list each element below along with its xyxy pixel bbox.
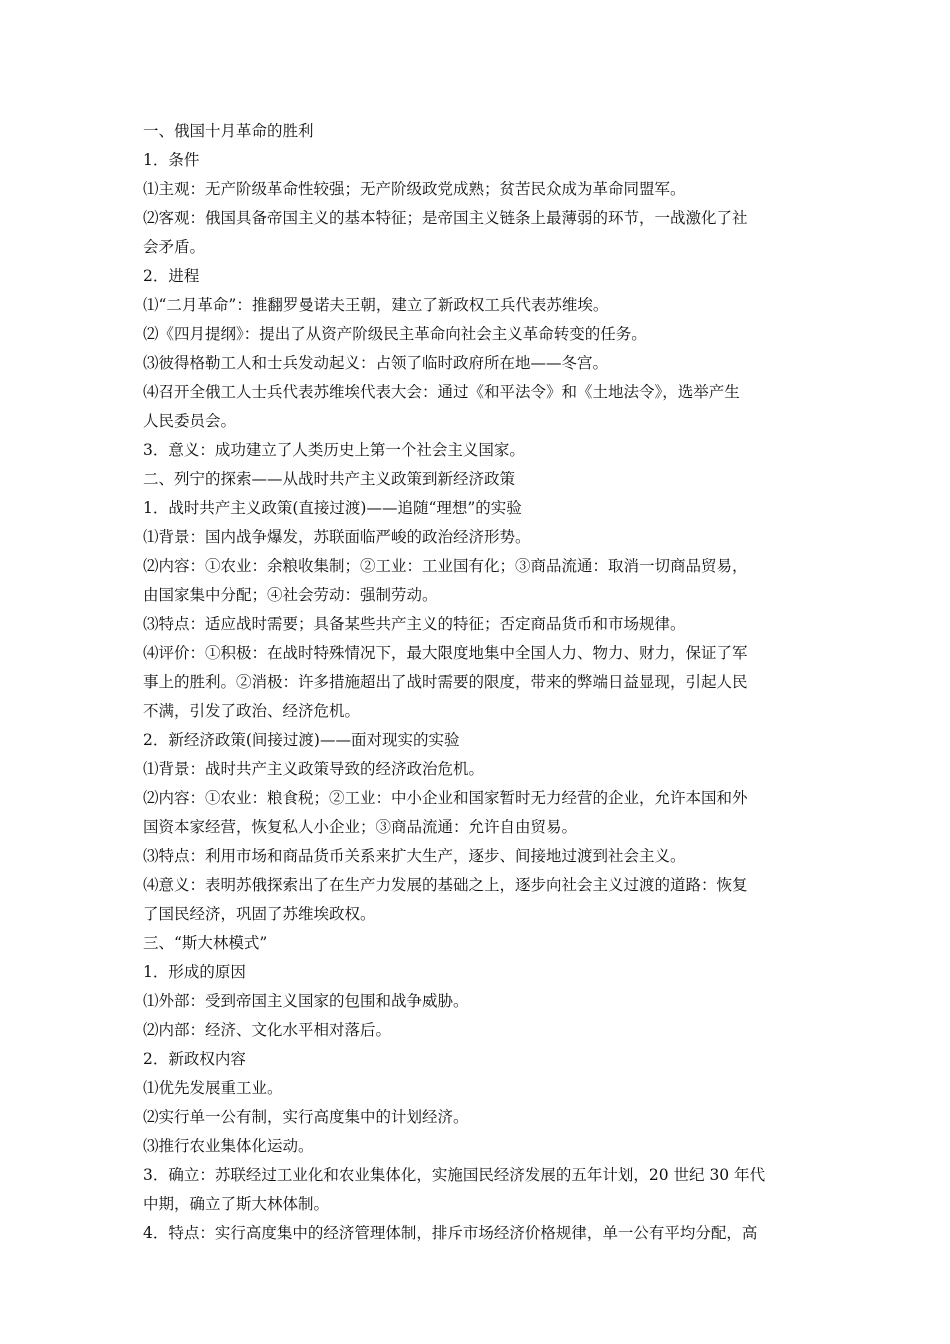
text-line: ⑷召开全俄工人士兵代表苏维埃代表大会：通过《和平法令》和《土地法令》，选举产生 <box>143 383 740 401</box>
document-body <box>143 117 811 1248</box>
text-line: ⑵客观：俄国具备帝国主义的基本特征；是帝国主义链条上最薄弱的环节，一战激化了社 <box>143 209 748 227</box>
text-line: ⑵内容：①农业：粮食税；②工业：中小企业和国家暂时无力经营的企业，允许本国和外 <box>143 789 748 807</box>
section-heading-2: 二、列宁的探索——从战时共产主义政策到新经济政策 <box>143 470 516 488</box>
subheading-nep: 2．新经济政策(间接过渡)——面对现实的实验 <box>143 731 460 749</box>
text-line: ⑷意义：表明苏俄探索出了在生产力发展的基础之上，逐步向社会主义过渡的道路：恢复 <box>143 876 748 894</box>
subheading-features: 4．特点：实行高度集中的经济管理体制，排斥市场经济价格规律，单一公有平均分配，高 <box>143 1224 758 1242</box>
text-line: ⑴优先发展重工业。 <box>143 1079 283 1097</box>
subheading-conditions: 1．条件 <box>143 151 200 169</box>
subheading-process: 2．进程 <box>143 267 200 285</box>
text-line: ⑵内容：①农业：余粮收集制；②工业：工业国有化；③商品流通：取消一切商品贸易， <box>143 557 748 575</box>
subheading-content: 2．新政权内容 <box>143 1050 246 1068</box>
text-line: 人民委员会。 <box>143 412 237 430</box>
text-line: 国资本家经营，恢复私人小企业；③商品流通：允许自由贸易。 <box>143 818 578 836</box>
section-heading-1: 一、俄国十月革命的胜利 <box>143 122 314 140</box>
text-line: 事上的胜利。②消极：许多措施超出了战时需要的限度，带来的弊端日益显现，引起人民 <box>143 673 748 691</box>
text-line: ⑴背景：战时共产主义政策导致的经济政治危机。 <box>143 760 485 778</box>
text-line: ⑶推行农业集体化运动。 <box>143 1137 314 1155</box>
subheading-causes: 1．形成的原因 <box>143 963 246 981</box>
text-line: ⑴外部：受到帝国主义国家的包围和战争威胁。 <box>143 992 469 1010</box>
text-line: 会矛盾。 <box>143 238 206 256</box>
text-line: ⑶彼得格勒工人和士兵发动起义：占领了临时政府所在地——冬宫。 <box>143 354 609 372</box>
text-line: 不满，引发了政治、经济危机。 <box>143 702 361 720</box>
text-line: ⑴主观：无产阶级革命性较强；无产阶级政党成熟；贫苦民众成为革命同盟军。 <box>143 180 686 198</box>
text-line: ⑴背景：国内战争爆发，苏联面临严峻的政治经济形势。 <box>143 528 531 546</box>
subheading-war-communism: 1．战时共产主义政策(直接过渡)——追随“理想”的实验 <box>143 499 522 517</box>
text-line: ⑶特点：适应战时需要；具备某些共产主义的特征；否定商品货币和市场规律。 <box>143 615 686 633</box>
text-line: ⑶特点：利用市场和商品货币关系来扩大生产，逐步、间接地过渡到社会主义。 <box>143 847 686 865</box>
text-line: ⑴“二月革命”：推翻罗曼诺夫王朝，建立了新政权工兵代表苏维埃。 <box>143 296 609 314</box>
subheading-establishment: 3．确立：苏联经过工业化和农业集体化，实施国民经济发展的五年计划，20 世纪 30 年代 <box>143 1166 766 1184</box>
text-line: ⑵《四月提纲》：提出了从资产阶级民主革命向社会主义革命转变的任务。 <box>143 325 647 343</box>
text-line: 由国家集中分配；④社会劳动：强制劳动。 <box>143 586 438 604</box>
text-line: ⑵实行单一公有制，实行高度集中的计划经济。 <box>143 1108 469 1126</box>
text-line: ⑷评价：①积极：在战时特殊情况下，最大限度地集中全国人力、物力、财力，保证了军 <box>143 644 748 662</box>
text-line: 中期，确立了斯大林体制。 <box>143 1195 330 1213</box>
section-heading-3: 三、“斯大林模式” <box>143 934 268 952</box>
text-line: ⑵内部：经济、文化水平相对落后。 <box>143 1021 392 1039</box>
text-line: 了国民经济，巩固了苏维埃政权。 <box>143 905 376 923</box>
subheading-significance: 3．意义：成功建立了人类历史上第一个社会主义国家。 <box>143 441 525 459</box>
